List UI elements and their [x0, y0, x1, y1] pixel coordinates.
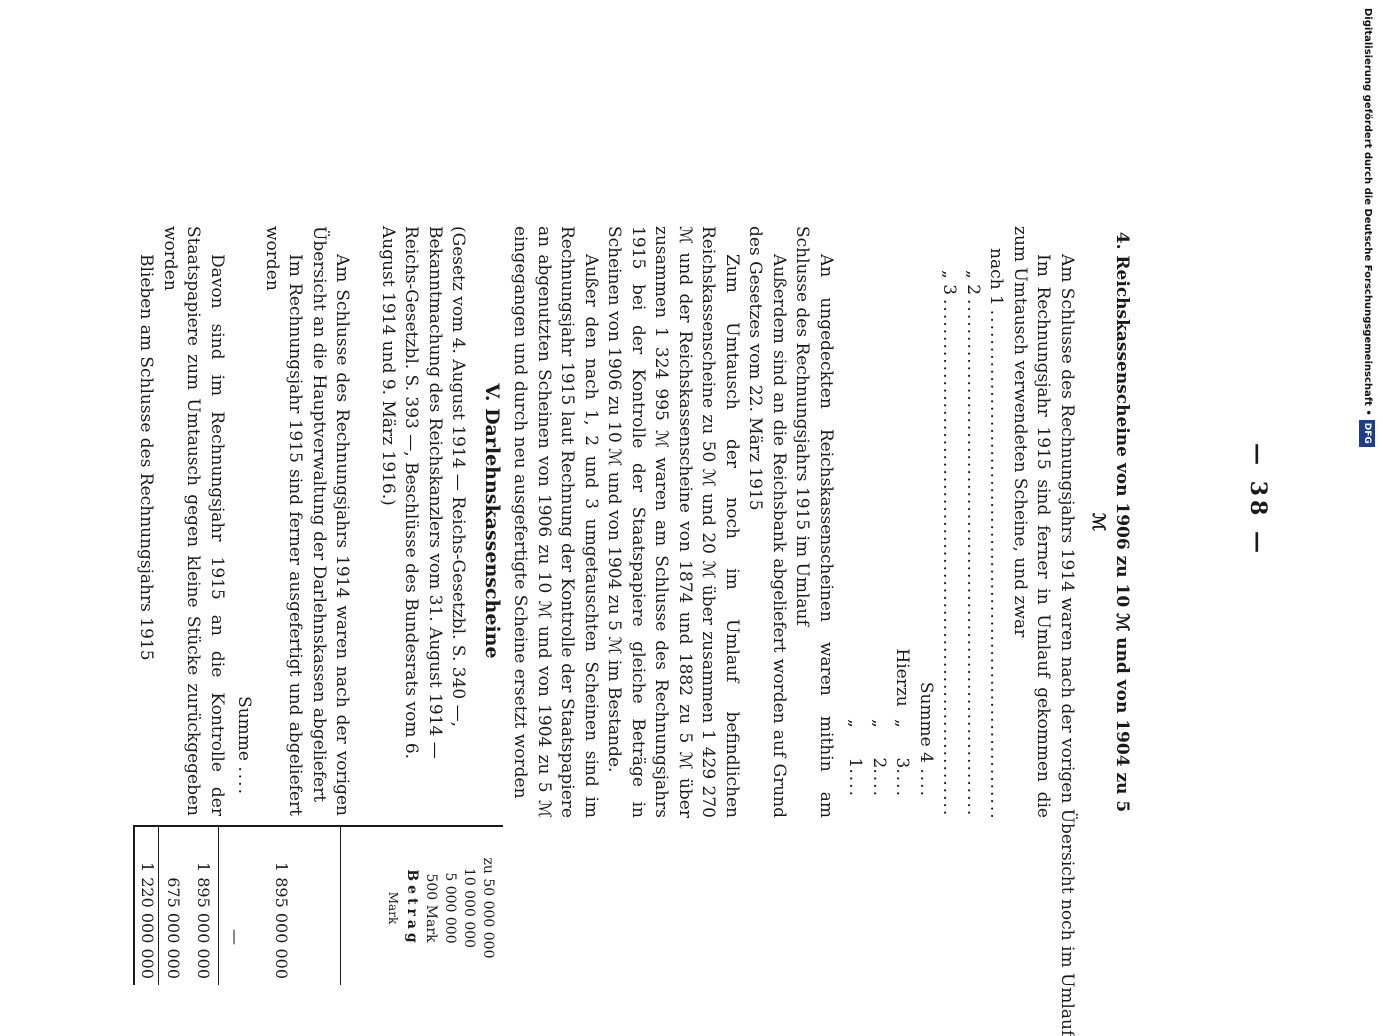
- denomination: 500 Mark: [423, 873, 439, 943]
- denomination: 10 000 000: [461, 867, 477, 949]
- amount-row2: —: [226, 929, 245, 945]
- denomination: zu 50 000 000: [480, 857, 496, 959]
- section-darlehnskassenscheine: [134, 226, 503, 816]
- amount-row5: 1 220 000 000: [138, 861, 157, 979]
- hierzu-row-2: „ 2 ....: [867, 226, 891, 818]
- digitization-note: [1355, 8, 1379, 444]
- paragraph-umtausch-bestand: Zum Umtausch der noch im Umlauf befindlichen Reichskassenscheine zu 50 ℳ und 20 ℳ über zusammen 1 429 270 ℳ und der Reichskassenscheine von 1874 und 1882 zu 5 ℳ über zusammen 1 324 995 ℳ waren am Schlusse des Rechnungsjahrs 1915 bei der Kontrolle der Staatspapiere gleiche Beträge in Scheinen von 1906 zu 10 ℳ und von 1904 zu 5 ℳ im Bestande.: [604, 226, 742, 818]
- row-abgeliefert-1914: Am Schlusse des Rechnungsjahrs 1914 waren nach der vorigen Übersicht an die Hauptverwaltung der Darlehnskassen abgeliefert: [309, 226, 353, 816]
- sum-rule: [218, 825, 219, 985]
- list-item-label: „ 3: [939, 270, 960, 296]
- dfg-logo: DFG: [1359, 420, 1375, 447]
- denomination: 5 000 000: [442, 872, 458, 944]
- paragraph-reichsbank: Außerdem sind an die Reichsbank abgeliefert worden auf Grund des Gesetzes vom 22. März 1915: [745, 226, 789, 818]
- amount-row1: 1 895 000 000: [272, 861, 291, 979]
- list-item-nach-1: [984, 226, 1008, 818]
- section-intro: (Gesetz vom 4. August 1914 — Reichs-Gesetzbl. S. 340 —, Bekanntmachung des Reichskanzlers vom 31. August 1914 — Reichs-Gesetzbl. S. 393 —, Beschlüsse des Bundesrats vom 6. August 1914 und 9. März 1916.): [378, 226, 469, 760]
- column-rule-left: [133, 825, 503, 827]
- list-item-label: nach 1: [986, 248, 1007, 306]
- row-zurueckgegeben: Davon sind im Rechnungsjahr 1915 an die Kontrolle der Staatspapiere zum Umtausch gegen kleine Stücke zurückgegeben worden: [160, 226, 227, 816]
- summe-4-line: Summe 4 ....: [916, 681, 936, 798]
- header-rule: [340, 825, 341, 985]
- hierzu-number: 3: [892, 757, 913, 769]
- amount-column: [133, 825, 503, 985]
- paragraph-abgenutzte-scheine: Außer den nach 1, 2 und 3 umgetauschten Scheinen sind im Rechnungsjahr 1915 laut Rechnung der Kontrolle der Staatspapiere an abgenutzten Scheinen von 1906 zu 10 ℳ und von 1904 zu 5 ℳ eingegangen und durch neu ausgefertigte Scheine ersetzt worden: [510, 226, 601, 818]
- paragraph-text: Am Schlusse des Rechnungsjahrs 1914 waren nach der vorigen Übersicht noch im Umlauf: [1057, 254, 1077, 1036]
- leader-dots: [937, 299, 961, 818]
- summe-label: Summe 4: [916, 681, 936, 763]
- list-item-label: „ 2: [963, 270, 983, 296]
- section-heading: V. Darlehnskassenscheine: [481, 383, 503, 659]
- hierzu-number: 2: [869, 757, 889, 769]
- amount-row4: 675 000 000: [164, 877, 183, 979]
- row-verblieben: Blieben am Schlusse des Rechnungsjahrs 1915: [136, 254, 157, 661]
- sum-rule: [158, 825, 159, 985]
- hierzu-label: Hierzu: [892, 648, 913, 707]
- section-reichskassenscheine: [508, 226, 1133, 1036]
- row-summe: Summe ....: [234, 696, 255, 796]
- page-number: — 38 —: [1245, 443, 1271, 557]
- hierzu-row-1: „ 1 ....: [843, 226, 867, 818]
- ditto-mark: „: [869, 718, 889, 728]
- list-item-nach-2: [961, 226, 985, 818]
- hierzu-number: 1: [845, 757, 866, 769]
- column-unit: Mark: [386, 891, 400, 925]
- digitization-text: Digitalisierung gefördert durch die Deutsche Forschungsgemeinschaft •: [1362, 8, 1373, 416]
- paragraph-ungedeckt: An ungedeckten Reichskassenscheinen waren mithin am Schlusse des Rechnungsjahrs 1915 im Umlauf: [792, 226, 836, 818]
- section-heading: 4. Reichskassenscheine von 1906 zu 10 ℳ und von 1904 zu 5 ℳ: [1088, 231, 1132, 813]
- amount-row3: 1 895 000 000: [194, 861, 213, 979]
- paragraph-umtausch-scheine: Im Rechnungsjahr 1915 sind ferner in Umlauf gekommen die zum Umtausch verwendeten Scheine, und zwar: [1010, 226, 1054, 818]
- column-header: [383, 833, 497, 983]
- paragraph-umlauf-1914: [1055, 226, 1079, 1036]
- row-ausgefertigt-1915: Im Rechnungsjahr 1915 sind ferner ausgefertigt und abgeliefert worden: [262, 226, 306, 816]
- column-title: Betrag: [404, 869, 420, 947]
- hierzu-row-3: Hierzu „ 3 ....: [890, 226, 914, 818]
- leader-dots: [984, 310, 1008, 818]
- list-item-nach-3: [937, 226, 961, 818]
- column-rule-bottom: [133, 825, 135, 985]
- ditto-mark: „: [845, 718, 866, 728]
- leader-dots: [961, 299, 985, 818]
- ditto-mark: „: [892, 718, 913, 728]
- summe-label: Summe: [234, 696, 255, 761]
